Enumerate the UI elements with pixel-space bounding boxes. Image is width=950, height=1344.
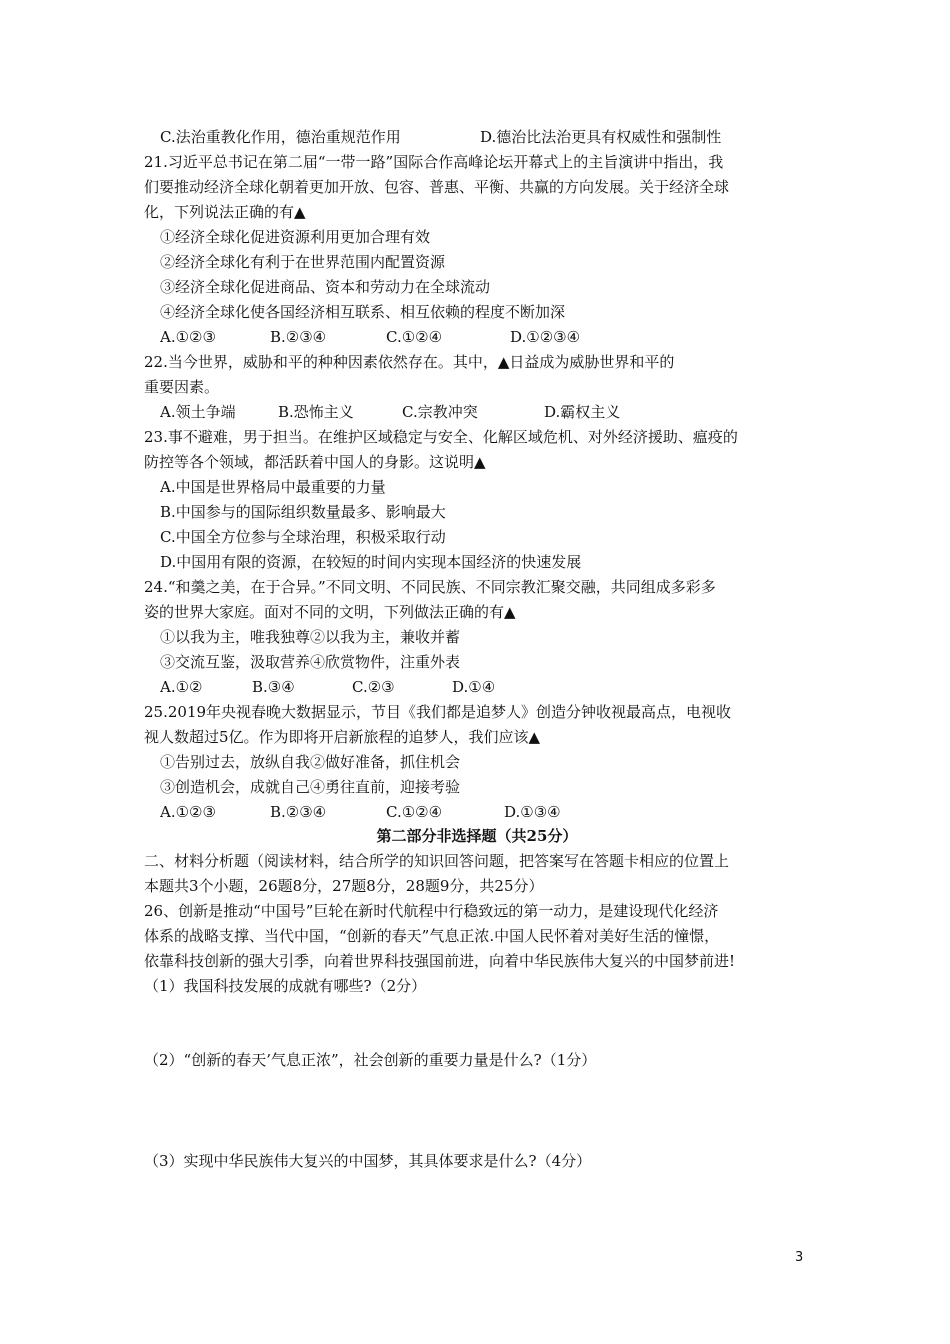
q26-stem-line2: 体系的战略支撑、当代中国，“创新的春天”气息正浓.中国人民怀着对美好生活的憧憬， [144,927,720,945]
q24-options [160,677,826,697]
q20-options-cd [160,127,826,147]
q25-stem-line2: 视人数超过5亿。作为即将开启新旅程的追梦人，我们应该▲ [144,728,541,746]
q22-options [160,402,826,422]
q25-option-c: C.①②④ [386,803,443,821]
q21-item-3: ③经济全球化促进商品、资本和劳动力在全球流动 [160,278,491,296]
q24-items-line2: ③交流互鉴，汲取营养④欣赏物件，注重外表 [160,653,461,671]
q24-items-line1: ①以我为主，唯我独尊②以我为主，兼收并蓄 [160,628,461,646]
q26-sub-question-1: （1）我国科技发展的成就有哪些?（2分） [144,977,427,995]
q21-stem-line1: 21.习近平总书记在第二届“一带一路”国际合作高峰论坛开幕式上的主旨演讲中指出，我 [144,153,724,171]
q25-options [160,802,826,822]
q26-stem-line1: 26、创新是推动“中国号”巨轮在新时代航程中行稳致远的第一动力，是建设现代化经济 [144,902,719,920]
q25-option-d: D.①③④ [504,803,561,821]
part2-intro-line2: 本题共3个小题，26题8分，27题8分，28题9分，共25分） [144,877,544,895]
page-number: 3 [795,1250,804,1265]
q25-items-line2: ③创造机会，成就自己④勇往直前，迎接考验 [160,778,461,796]
q23-option-b: B.中国参与的国际组织数量最多、影响最大 [160,503,446,521]
q21-option-a: A.①②③ [160,328,216,346]
q21-stem-line3: 化，下列说法正确的有▲ [144,203,306,221]
q24-option-d: D.①④ [452,678,496,696]
q22-option-b: B.恐怖主义 [278,403,354,421]
q21-options [160,327,826,347]
q22-stem-line1: 22.当今世界，威胁和平的种种因素依然存在。其中，▲日益成为威胁世界和平的 [144,353,675,371]
q22-option-a: A.领土争端 [160,403,236,421]
q22-stem-line2: 重要因素。 [144,378,220,396]
q22-option-d: D.霸权主义 [544,403,621,421]
q21-item-4: ④经济全球化使各国经济相互联系、相互依赖的程度不断加深 [160,303,566,321]
q21-item-1: ①经济全球化促进资源利用更加合理有效 [160,228,431,246]
q22-option-c: C.宗教冲突 [402,403,478,421]
q21-option-c: C.①②④ [386,328,443,346]
q20-option-d: D.德治比法治更具有权威性和强制性 [480,128,722,146]
part2-title: 第二部分非选择题（共25分） [376,827,578,845]
q25-items-line1: ①告别过去，放纵自我②做好准备，抓住机会 [160,753,461,771]
q21-option-d: D.①②③④ [510,328,581,346]
q24-option-b: B.③④ [252,678,295,696]
q24-option-c: C.②③ [352,678,395,696]
q23-option-d: D.中国用有限的资源，在较短的时间内实现本国经济的快速发展 [160,553,582,571]
q23-stem-line2: 防控等各个领域，都活跃着中国人的身影。这说明▲ [144,453,486,471]
q25-option-b: B.②③④ [270,803,327,821]
q25-option-a: A.①②③ [160,803,216,821]
q23-option-a: A.中国是世界格局中最重要的力量 [160,478,386,496]
q25-stem-line1: 25.2019年央视春晚大数据显示，节目《我们都是追梦人》创造分钟收视最高点，电视收 [144,703,732,721]
q21-item-2: ②经济全球化有利于在世界范围内配置资源 [160,253,446,271]
q24-stem-line2: 姿的世界大家庭。面对不同的文明，下列做法正确的有▲ [144,603,516,621]
q23-option-c: C.中国全方位参与全球治理，积极采取行动 [160,528,446,546]
q24-option-a: A.①② [160,678,203,696]
q23-stem-line1: 23.事不避难，男于担当。在维护区域稳定与安全、化解区域危机、对外经济援助、瘟疫的 [144,428,738,446]
q26-sub-question-3: （3）实现中华民族伟大复兴的中国梦，其具体要求是什么?（4分） [144,1152,592,1170]
q21-option-b: B.②③④ [270,328,327,346]
q26-sub-question-2: （2）“创新的春天’气息正浓”，社会创新的重要力量是什么?（1分） [144,1051,597,1069]
q20-option-c: C.法治重教化作用，德治重规范作用 [160,128,401,146]
q24-stem-line1: 24.“和羹之美，在于合异。”不同文明、不同民族、不同宗教汇聚交融，共同组成多彩多 [144,578,716,596]
part2-intro-line1: 二、材料分析题（阅读材料，结合所学的知识回答问题，把答案写在答题卡相应的位置上 [144,852,730,870]
q26-stem-line3: 依靠科技创新的强大引季，向着世界科技强国前进，向着中华民族伟大复兴的中国梦前进! [144,952,736,970]
q21-stem-line2: 们要推动经济全球化朝着更加开放、包容、普惠、平衡、共赢的方向发展。关于经济全球 [144,178,730,196]
